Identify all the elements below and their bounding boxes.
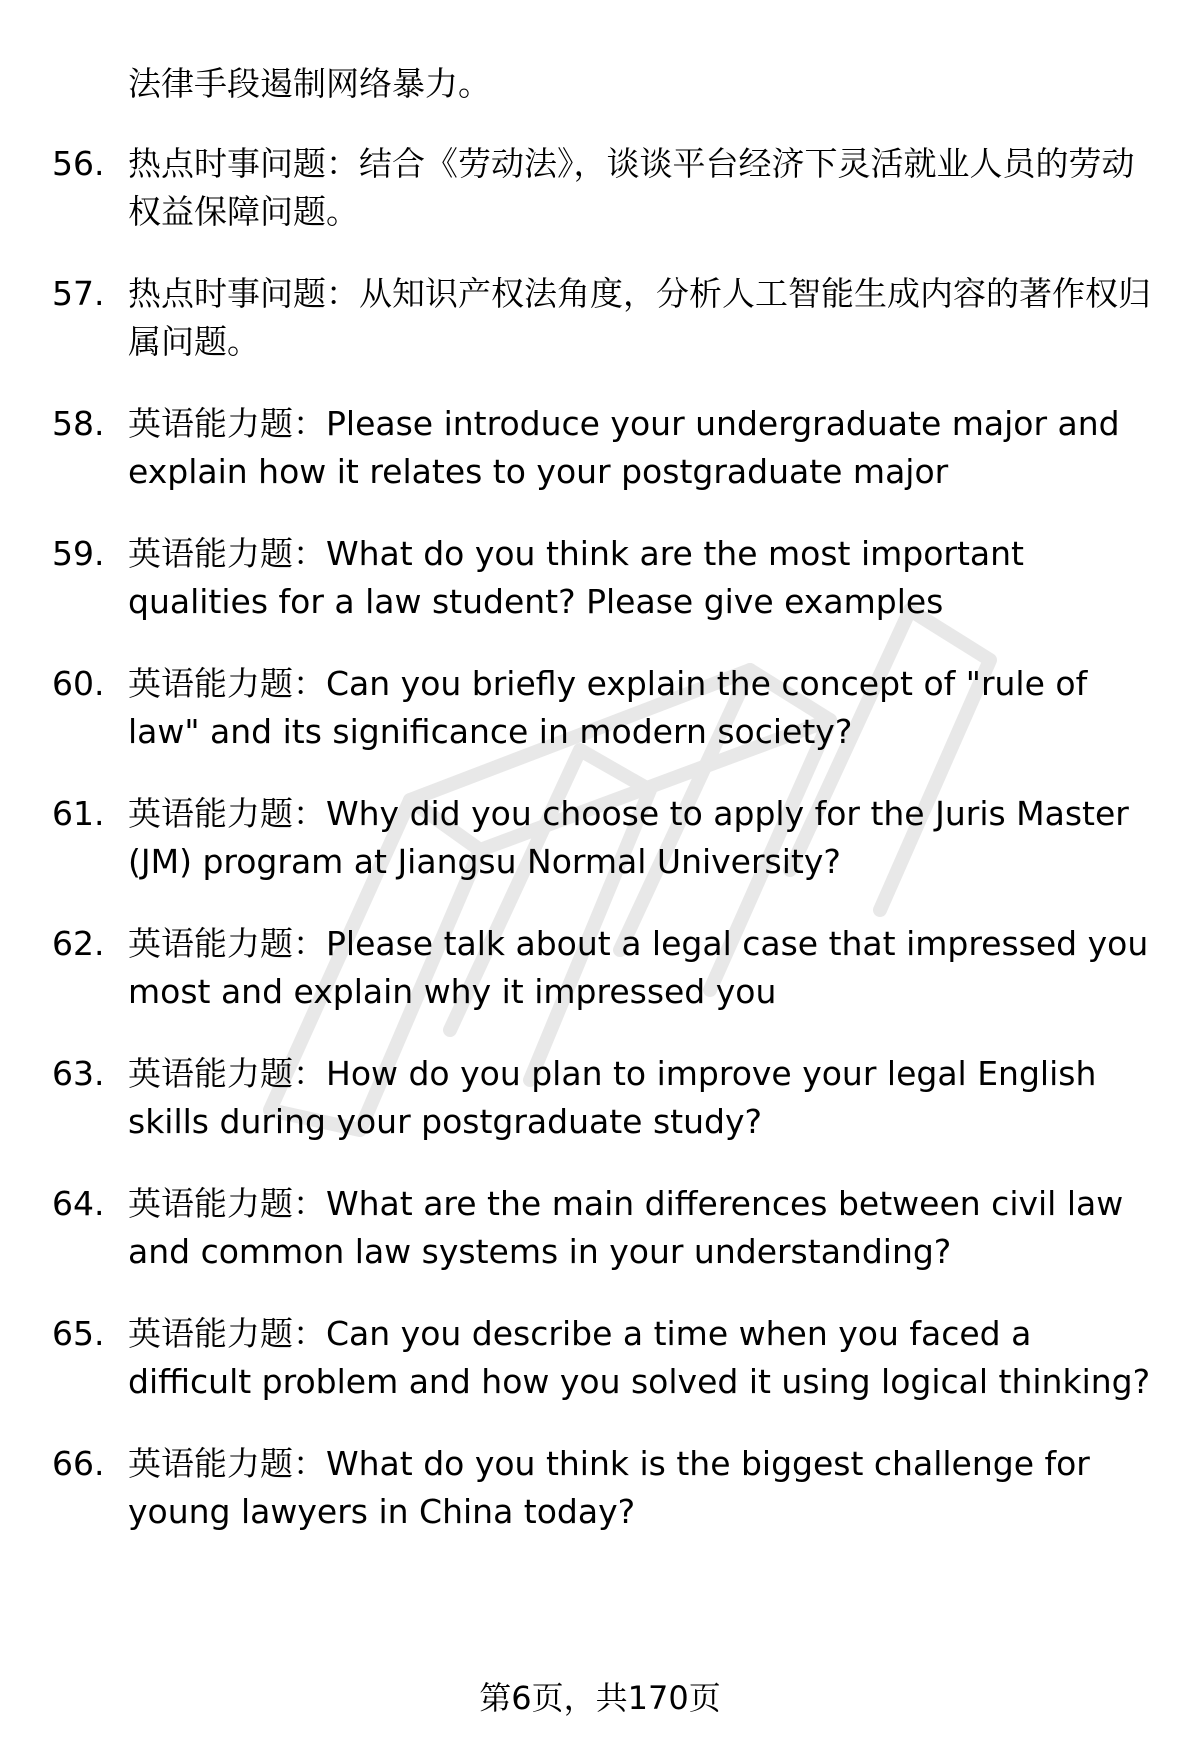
question-item bbox=[52, 1050, 1162, 1146]
continuation-text: 法律手段遏制网络暴力。 bbox=[128, 64, 491, 103]
question-item bbox=[52, 1180, 1162, 1276]
question-text: 英语能力题：How do you plan to improve your legal English skills during your postgraduate study? bbox=[128, 1054, 1097, 1141]
question-item bbox=[52, 140, 1162, 236]
question-item bbox=[52, 1440, 1162, 1536]
question-text: 英语能力题：Can you briefly explain the concept of "rule of law" and its significance in modern society? bbox=[128, 664, 1088, 751]
question-number: 60. bbox=[52, 664, 105, 703]
question-number: 58. bbox=[52, 404, 105, 443]
question-text: 热点时事问题：从知识产权法角度，分析人工智能生成内容的著作权归属问题。 bbox=[128, 274, 1151, 361]
question-item bbox=[52, 920, 1162, 1016]
question-number: 66. bbox=[52, 1444, 105, 1483]
question-text: 英语能力题：Please talk about a legal case that impressed you most and explain why it impressed you bbox=[128, 924, 1149, 1011]
question-item bbox=[52, 1310, 1162, 1406]
question-number: 64. bbox=[52, 1184, 105, 1223]
question-text: 英语能力题：What do you think is the biggest challenge for young lawyers in China today? bbox=[128, 1444, 1090, 1531]
question-item bbox=[52, 660, 1162, 756]
question-number: 57. bbox=[52, 274, 105, 313]
question-item bbox=[52, 530, 1162, 626]
question-item bbox=[52, 270, 1162, 366]
question-number: 56. bbox=[52, 144, 105, 183]
question-number: 62. bbox=[52, 924, 105, 963]
question-number: 65. bbox=[52, 1314, 105, 1353]
question-item bbox=[52, 790, 1162, 886]
question-list bbox=[52, 140, 1162, 1570]
question-text: 英语能力题：Can you describe a time when you faced a difficult problem and how you solved it using logical thinking? bbox=[128, 1314, 1151, 1401]
question-number: 59. bbox=[52, 534, 105, 573]
question-text: 英语能力题：What do you think are the most important qualities for a law student? Please give examples bbox=[128, 534, 1024, 621]
page-footer: 第6页，共170页 bbox=[479, 1679, 721, 1717]
question-text: 英语能力题：Why did you choose to apply for the Juris Master (JM) program at Jiangsu Normal University? bbox=[128, 794, 1129, 881]
question-number: 61. bbox=[52, 794, 105, 833]
question-text: 英语能力题：Please introduce your undergraduate major and explain how it relates to your postgraduate major bbox=[128, 404, 1120, 491]
question-number: 63. bbox=[52, 1054, 105, 1093]
question-item bbox=[52, 400, 1162, 496]
question-text: 热点时事问题：结合《劳动法》，谈谈平台经济下灵活就业人员的劳动权益保障问题。 bbox=[128, 144, 1135, 231]
question-text: 英语能力题：What are the main differences between civil law and common law systems in your understanding? bbox=[128, 1184, 1124, 1271]
